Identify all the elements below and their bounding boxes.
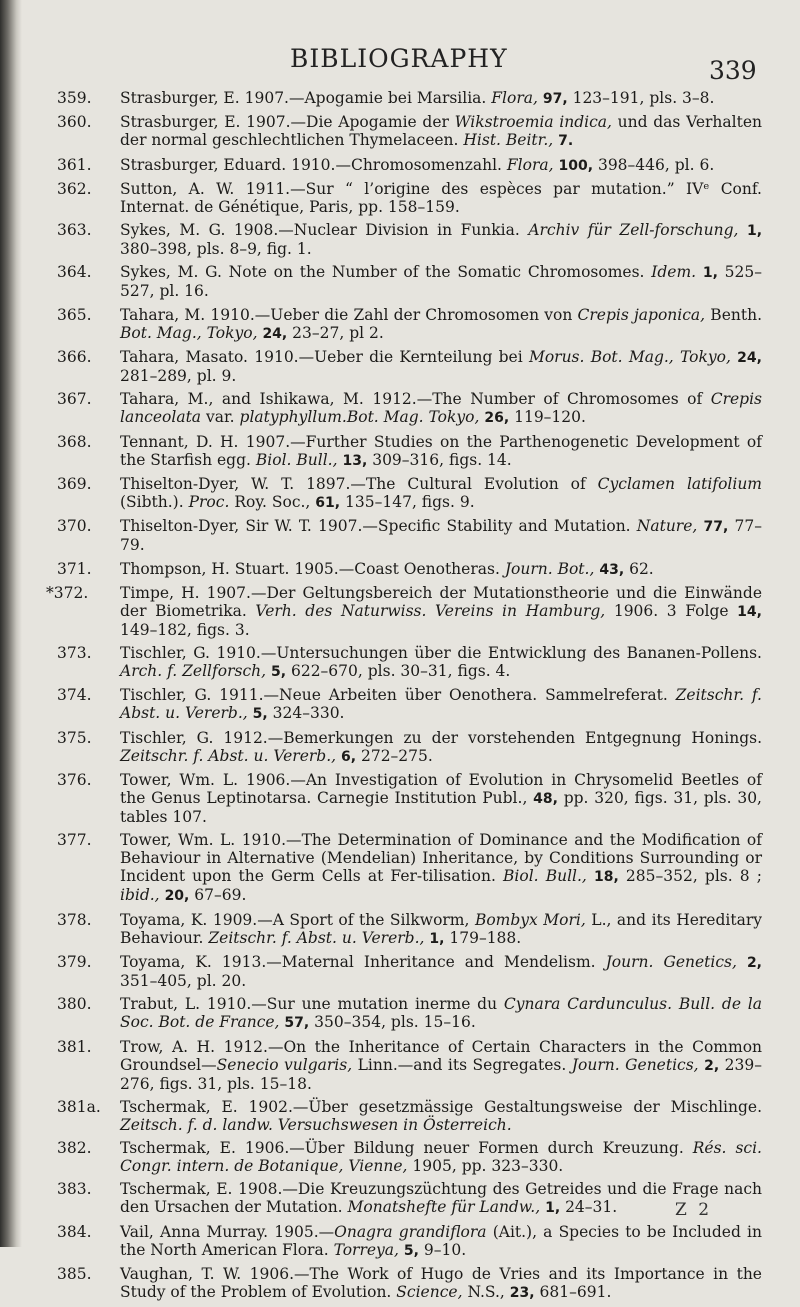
entry-journal: Bull. de la Soc. Bot. de France, bbox=[120, 995, 762, 1032]
entry-year: 1906.— bbox=[244, 1139, 305, 1158]
entry-journal: Archiv für Zell-forschung, bbox=[528, 221, 739, 240]
entry-vol: 100, bbox=[558, 157, 594, 174]
bibliography-entry bbox=[57, 1139, 762, 1175]
bibliography-entry bbox=[57, 433, 762, 470]
entry-year: 1913.— bbox=[221, 952, 282, 971]
entry-number: 365. bbox=[57, 305, 92, 324]
entry-journal: Hist. Beitr., bbox=[463, 131, 554, 150]
entry-vol: 97, bbox=[542, 91, 568, 107]
bibliography-entry bbox=[57, 156, 762, 175]
entry-title: Specific Stability and Mutation. bbox=[377, 517, 637, 536]
entry-rest: 239–276, figs. 31, pls. 15–18. bbox=[120, 1055, 763, 1093]
bibliography-entry bbox=[57, 1180, 762, 1217]
entry-title-a: Die Apogamie der bbox=[306, 113, 455, 132]
entry-rest: 350–354, pls. 15–16. bbox=[309, 1013, 476, 1032]
entry-year: 1905.— bbox=[294, 559, 355, 578]
entry-title-it2: platyphyllum. bbox=[239, 408, 347, 427]
bibliography-entry bbox=[57, 1098, 762, 1134]
entry-number: 359. bbox=[57, 89, 92, 107]
entry-journal2: ibid., bbox=[120, 886, 160, 905]
bibliography-entry bbox=[57, 995, 762, 1032]
entry-title-b: (Ait.), a Species to be Included in the North American Flora. bbox=[120, 1222, 762, 1259]
entry-author: Vail, Anna Murray. bbox=[120, 1222, 269, 1241]
entry-title-a: Ueber die Kernteilung bei bbox=[314, 348, 529, 367]
entry-number: 375. bbox=[57, 728, 92, 747]
entry-author: Tischler, G. bbox=[120, 728, 214, 747]
bibliography-entry bbox=[57, 1223, 762, 1260]
entry-vol: 5, bbox=[403, 1242, 419, 1259]
entry-number: 361. bbox=[57, 155, 92, 174]
entry-year: 1906.— bbox=[245, 771, 306, 790]
entry-rest: 179–188. bbox=[444, 928, 522, 947]
entry-journal: Zeitschr. f. Abst. u. Vererb., bbox=[120, 686, 762, 723]
bibliography-entry bbox=[57, 475, 762, 512]
entry-journal: Bot. Mag. Tokyo, bbox=[346, 408, 480, 427]
entry-year: 1907.— bbox=[206, 583, 267, 602]
bibliography-entry bbox=[57, 1265, 762, 1302]
entry-number: 364. bbox=[57, 263, 92, 282]
entry-author: Strasburger, E. bbox=[120, 113, 241, 132]
entry-rest: 135–147, figs. 9. bbox=[340, 492, 475, 511]
entry-rest: 123–191, pls. 3–8. bbox=[567, 89, 715, 107]
entry-vol: 77, bbox=[703, 519, 729, 536]
entry-title-b: und das Verhalten der normal geschlechtlichen Thymelaceen. bbox=[120, 113, 762, 150]
entry-year: 1908.— bbox=[233, 221, 294, 240]
entry-rest-a: N.S., bbox=[467, 1283, 510, 1302]
entry-title-it: Senecio vulgaris, bbox=[216, 1055, 353, 1074]
entry-number: 369. bbox=[57, 474, 92, 493]
entry-vol: 48, bbox=[533, 791, 558, 808]
entry-year: 1910.— bbox=[291, 155, 351, 174]
entry-title: Über gesetzmässige Gestaltungsweise der Mischlinge. bbox=[308, 1097, 762, 1116]
entry-title-b bbox=[672, 995, 679, 1013]
entry-rest: 525–527, pl. 16. bbox=[120, 263, 762, 301]
entry-title-b: L., and its Hereditary Behaviour. bbox=[120, 910, 762, 947]
entry-number: 362. bbox=[57, 179, 92, 198]
entry-rest: 9–10. bbox=[418, 1240, 467, 1259]
entry-title-b: Benth. bbox=[705, 305, 762, 324]
entry-author: Tennant, D. H. bbox=[120, 432, 239, 451]
entry-title-b: Linn.—and its Segregates. bbox=[352, 1055, 572, 1074]
entry-title: Apogamie bei Marsilia. bbox=[304, 89, 492, 107]
entry-vol: 24, bbox=[262, 325, 288, 342]
entry-number: 368. bbox=[57, 432, 92, 451]
entry-title: Further Studies on the Parthenogenetic Development of the Starfish egg. bbox=[120, 432, 762, 469]
entry-number: 380. bbox=[57, 995, 92, 1014]
entry-title: Neue Arbeiten über Oenothera. Sammelreferat. bbox=[279, 686, 676, 705]
entry-journal: Arch. f. Zellforsch, bbox=[120, 662, 267, 681]
entry-number: *372. bbox=[46, 583, 89, 602]
entry-journal: Journ. Genetics, bbox=[571, 1055, 699, 1074]
entry-journal: Biol. Bull., bbox=[503, 867, 587, 886]
entry-rest: 324–330. bbox=[267, 704, 345, 723]
entry-vol: 2, bbox=[746, 954, 762, 971]
entry-rest: 681–691. bbox=[534, 1283, 612, 1302]
entry-journal: Biol. Bull., bbox=[255, 450, 338, 469]
entry-number: 377. bbox=[57, 831, 92, 850]
entry-author: Sykes, M. G. bbox=[120, 263, 222, 282]
entry-journal: Torreya, bbox=[333, 1240, 399, 1259]
bibliography-entry bbox=[57, 953, 762, 990]
bibliography-entry bbox=[57, 348, 762, 385]
entry-year: 1912.— bbox=[223, 728, 284, 747]
entry-rest: 77–79. bbox=[120, 517, 763, 555]
entry-journal: Zeitschr. f. Abst. u. Vererb., bbox=[120, 746, 337, 765]
entry-journal: Journ. Genetics, bbox=[605, 952, 737, 971]
bibliography-entry bbox=[57, 831, 762, 905]
entry-journal: Bot. Mag., Tokyo, bbox=[590, 348, 731, 367]
entry-year: 1907.— bbox=[318, 517, 378, 536]
printer-signature: Z 2 bbox=[675, 1200, 713, 1220]
entry-title: Sur “ l’origine des espèces par mutation.” IVᵉ Conf. Internat. de Génétique, Paris, pp. 158–159. bbox=[120, 179, 762, 216]
entry-author: Tschermak, E. bbox=[120, 1139, 236, 1158]
entry-vol: 5, bbox=[270, 664, 287, 681]
entry-journal: Bot. Mag., Tokyo, bbox=[120, 323, 258, 342]
entry-title: Bemerkungen zu der vorstehenden Entgegnung Honings. bbox=[283, 728, 762, 747]
entry-author: Thiselton-Dyer, W. T. bbox=[120, 474, 295, 493]
entry-journal: Verh. des Naturwiss. Vereins in Hamburg, bbox=[255, 601, 606, 620]
bibliography-list bbox=[46, 89, 763, 1307]
entry-author: Toyama, K. bbox=[120, 910, 208, 929]
bibliography-entry bbox=[46, 583, 762, 639]
entry-author: Tschermak, E. bbox=[120, 1097, 238, 1116]
entry-title-it: Crepis lanceolata bbox=[120, 390, 762, 427]
entry-author: Tischler, G. bbox=[120, 644, 210, 663]
entry-author: Tischler, G. bbox=[120, 686, 212, 705]
entry-number: 382. bbox=[57, 1139, 92, 1158]
entry-year: 1910.— bbox=[206, 995, 267, 1014]
bibliography-entry bbox=[57, 180, 762, 216]
entry-title: The Determination of Dominance and the Modification of Behaviour in Alternative (Mendelian) Inheritance, by Conditions Surrounding or Incident upon the Germ Cells at Fer-tilisation. bbox=[120, 831, 762, 886]
entry-number: 385. bbox=[57, 1265, 92, 1284]
entry-rest: 281–289, pl. 9. bbox=[120, 367, 237, 386]
entry-title-b: var. bbox=[201, 408, 240, 427]
entry-year: 1897.— bbox=[306, 474, 366, 493]
entry-title-it: Crepis japonica, bbox=[577, 305, 706, 324]
entry-number: 360. bbox=[57, 113, 92, 132]
entry-vol: 57, bbox=[284, 1015, 310, 1032]
entry-title: Untersuchungen über die Entwicklung des Bananen-Pollens. bbox=[276, 644, 762, 663]
entry-year: 1910.— bbox=[210, 305, 271, 324]
entry-vol: 1, bbox=[545, 1200, 561, 1217]
entry-journal: Idem. bbox=[651, 263, 697, 282]
bibliography-entry bbox=[57, 729, 762, 766]
entry-number: 378. bbox=[57, 910, 92, 929]
entry-journal: Flora, bbox=[506, 155, 554, 174]
entry-author: Strasburger, Eduard. bbox=[120, 155, 287, 174]
entry-number: 381a. bbox=[57, 1097, 101, 1116]
entry-year: 1907.— bbox=[246, 113, 307, 132]
entry-journal: Zeitsch. f. d. landw. Versuchswesen in Österreich. bbox=[120, 1115, 512, 1134]
entry-vol: 6, bbox=[340, 748, 357, 765]
entry-rest: 398–446, pl. 6. bbox=[593, 155, 715, 174]
entry-journal: Science, bbox=[396, 1283, 463, 1302]
entry-year: 1907.— bbox=[244, 89, 305, 107]
entry-author: Trow, A. H. bbox=[120, 1037, 216, 1056]
entry-year: 1902.— bbox=[248, 1097, 309, 1116]
entry-rest: 67–69. bbox=[189, 886, 247, 905]
entry-title-it: Cynara Cardunculus. bbox=[503, 995, 673, 1014]
entry-author: Thompson, H. Stuart. bbox=[120, 559, 290, 578]
entry-year: 1912.— bbox=[372, 390, 433, 409]
entry-author: Tahara, M., and Ishikawa, M. bbox=[120, 390, 364, 409]
entry-vol: 43, bbox=[599, 561, 625, 578]
entry-rest: 622–670, pls. 30–31, figs. 4. bbox=[286, 662, 511, 681]
entry-number: 379. bbox=[57, 952, 92, 971]
entry-title: Chromosomenzahl. bbox=[350, 155, 507, 174]
entry-year: 1912.— bbox=[223, 1037, 284, 1056]
entry-number: 383. bbox=[57, 1180, 92, 1199]
entry-year: 1911.— bbox=[219, 686, 280, 705]
entry-vol: 26, bbox=[484, 410, 510, 427]
entry-title: An Investigation of Evolution in Chrysomelid Beetles of the Genus Leptinotarsa. Carnegie Institution Publ., bbox=[120, 771, 762, 808]
entry-title-a: Sur une mutation inerme du bbox=[266, 995, 504, 1014]
entry-vol: 13, bbox=[342, 452, 368, 469]
entry-rest: 380–398, pls. 8–9, fig. 1. bbox=[120, 240, 312, 259]
entry-title: Coast Oenotheras. bbox=[354, 559, 505, 578]
entry-number: 366. bbox=[57, 348, 92, 367]
entry-rest: 272–275. bbox=[356, 746, 433, 765]
entry-author: Tschermak, E. bbox=[120, 1180, 233, 1199]
entry-number: 367. bbox=[57, 390, 92, 409]
entry-title-b: (Sibth.). bbox=[120, 492, 189, 511]
entry-rest: pp. 320, figs. 31, pls. 30, tables 107. bbox=[120, 789, 762, 827]
entry-author: Toyama, K. bbox=[120, 952, 212, 971]
entry-title-a: The Number of Chromosomes of bbox=[432, 390, 711, 409]
entry-vol: 61, bbox=[315, 494, 341, 511]
entry-rest: 149–182, figs. 3. bbox=[120, 620, 250, 639]
bibliography-entry bbox=[57, 686, 762, 723]
entry-title-it: Bombyx Mori, bbox=[474, 910, 586, 929]
entry-year: 1911.— bbox=[245, 179, 306, 198]
bibliography-entry bbox=[57, 263, 762, 300]
entry-year: 1909.— bbox=[212, 910, 273, 929]
entry-year: 1908.— bbox=[238, 1180, 298, 1199]
entry-author: Tahara, M. bbox=[120, 305, 206, 324]
page-number: 339 bbox=[709, 56, 757, 85]
entry-vol2: 20, bbox=[164, 888, 190, 905]
entry-vol: 1, bbox=[746, 223, 763, 240]
entry-author: Sutton, A. W. bbox=[120, 179, 235, 198]
entry-rest: 119–120. bbox=[509, 408, 586, 427]
entry-vol: 2, bbox=[704, 1057, 720, 1074]
entry-journal: Proc. bbox=[188, 492, 230, 511]
entry-vol: 23, bbox=[509, 1285, 535, 1302]
bibliography-entry bbox=[57, 390, 762, 427]
entry-rest: 62. bbox=[624, 559, 654, 578]
entry-rest: 1905, pp. 323–330. bbox=[412, 1157, 564, 1176]
entry-rest-b: 285–352, pls. 8 ; bbox=[618, 867, 762, 886]
entry-journal: Flora, bbox=[491, 89, 538, 107]
entry-author: Trabut, L. bbox=[120, 995, 201, 1014]
entry-title-a: The Cultural Evolution of bbox=[365, 474, 598, 493]
entry-number: 384. bbox=[57, 1222, 92, 1241]
entry-journal: Nature, bbox=[636, 517, 698, 536]
entry-journal: Rés. sci. Congr. intern. de Botanique, Vienne, bbox=[120, 1139, 762, 1176]
entry-number: 370. bbox=[57, 517, 92, 536]
entry-year: 1910.— bbox=[241, 831, 302, 850]
entry-number: 363. bbox=[57, 221, 92, 240]
entry-rest-a: Roy. Soc., bbox=[234, 492, 316, 511]
entry-rest: 351–405, pl. 20. bbox=[120, 971, 247, 990]
entry-title: Nuclear Division in Funkia. bbox=[293, 221, 529, 240]
bibliography-entry bbox=[57, 89, 762, 108]
entry-number: 376. bbox=[57, 771, 92, 790]
entry-author: Tahara, Masato. bbox=[120, 348, 248, 367]
bibliography-entry bbox=[57, 306, 762, 343]
bibliography-entry bbox=[57, 644, 762, 681]
entry-title: Die Kreuzungszüchtung des Getreides und die Frage nach den Ursachen der Mutation. bbox=[120, 1180, 762, 1217]
entry-title: Über Bildung neuer Formen durch Kreuzung. bbox=[304, 1139, 693, 1158]
entry-rest-a: 1906. 3 Folge bbox=[613, 601, 738, 620]
entry-vol: 24, bbox=[737, 350, 762, 367]
entry-year: 1910.— bbox=[254, 348, 315, 367]
entry-author: Tower, Wm. L. bbox=[120, 771, 239, 790]
entry-title: The Work of Hugo de Vries and its Importance in the Study of the Problem of Evolution. bbox=[120, 1265, 762, 1302]
entry-number: 371. bbox=[57, 559, 92, 578]
entry-journal: Zeitschr. f. Abst. u. Vererb., bbox=[208, 928, 425, 947]
entry-author: Strasburger, E. bbox=[120, 89, 240, 107]
entry-year: 1906.— bbox=[249, 1265, 310, 1284]
entry-title-it: Cyclamen latifolium bbox=[597, 474, 762, 493]
entry-vol: 7. bbox=[558, 133, 574, 150]
entry-rest: 23–27, pl 2. bbox=[287, 323, 384, 342]
entry-author: Sykes, M. G. bbox=[120, 221, 226, 240]
entry-year: 1905.— bbox=[274, 1222, 335, 1241]
entry-author: Timpe, H. bbox=[120, 583, 200, 602]
entry-vol: 5, bbox=[252, 706, 268, 723]
entry-number: 374. bbox=[57, 686, 92, 705]
entry-number: 373. bbox=[57, 644, 92, 663]
running-head: BIBLIOGRAPHY bbox=[290, 44, 508, 73]
entry-title: Der Geltungsbereich der Mutationstheorie und die Einwände der Biometrika. bbox=[120, 583, 762, 620]
bibliography-entry bbox=[57, 911, 762, 948]
entry-title-it: Morus. bbox=[528, 348, 585, 367]
entry-author: Thiselton-Dyer, Sir W. T. bbox=[120, 517, 312, 536]
entry-year: 1907.— bbox=[245, 432, 306, 451]
entry-author: Tower, Wm. L. bbox=[120, 831, 236, 850]
bibliography-entry bbox=[57, 560, 762, 579]
entry-vol: 18, bbox=[593, 869, 619, 886]
entry-journal: Journ. Bot., bbox=[504, 559, 595, 578]
entry-vol: 1, bbox=[702, 265, 718, 282]
entry-rest: 309–316, figs. 14. bbox=[367, 450, 512, 469]
entry-title: Maternal Inheritance and Mendelism. bbox=[281, 952, 606, 971]
entry-vol: 1, bbox=[429, 930, 445, 947]
entry-rest: 24–31. bbox=[560, 1198, 618, 1217]
entry-year: 1910.— bbox=[216, 644, 277, 663]
entry-author: Vaughan, T. W. bbox=[120, 1265, 242, 1284]
bibliography-entry bbox=[57, 517, 762, 554]
entry-title-it: Onagra grandiflora bbox=[334, 1222, 487, 1241]
entry-journal: Monatshefte für Landw., bbox=[347, 1198, 541, 1217]
entry-title-a: A Sport of the Silkworm, bbox=[272, 910, 475, 929]
bibliography-entry bbox=[57, 771, 762, 826]
entry-title-a: Ueber die Zahl der Chromosomen von bbox=[270, 305, 578, 324]
entry-number: 381. bbox=[57, 1037, 92, 1056]
entry-vol: 14, bbox=[737, 603, 762, 620]
entry-title-a: On the Inheritance of Certain Characters in the Common Groundsel— bbox=[120, 1037, 763, 1074]
bibliography-entry bbox=[57, 1038, 762, 1093]
bibliography-entry bbox=[57, 221, 762, 258]
entry-title: Note on the Number of the Somatic Chromosomes. bbox=[228, 263, 652, 282]
bibliography-entry bbox=[57, 113, 762, 150]
entry-title-it: Wikstroemia indica, bbox=[454, 113, 612, 132]
